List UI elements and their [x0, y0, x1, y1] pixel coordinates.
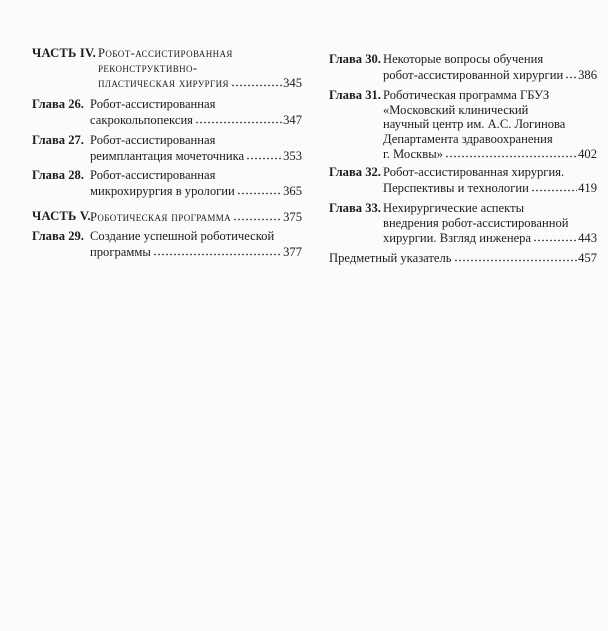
leader-dots	[231, 75, 282, 87]
entry-label: Глава 26.	[32, 97, 84, 111]
page-number: 375	[283, 210, 302, 224]
entry-label: ЧАСТЬ V.	[32, 209, 91, 223]
entry-title-line: Робот-ассистированная	[90, 97, 216, 111]
entry-title-line: «Московский клинический	[383, 102, 529, 117]
entry-title-line: робот-ассистированной хирургии	[383, 67, 564, 82]
page-number: 353	[283, 148, 302, 163]
page-number: 345	[283, 76, 302, 90]
entry-title-line: Некоторые вопросы обучения	[383, 52, 544, 66]
toc-entry-part-4[interactable]	[32, 46, 302, 92]
entry-title-line: внедрения робот-ассистированной	[383, 215, 569, 230]
entry-title-line: Создание успешной роботической	[90, 229, 275, 243]
page-number: 443	[578, 231, 597, 245]
entry-title-line: г. Москвы»	[383, 147, 443, 161]
page-number: 347	[283, 112, 302, 127]
page-number: 365	[283, 183, 302, 198]
toc-entry-chapter-26[interactable]	[32, 97, 302, 127]
toc-entry-chapter-28[interactable]	[32, 168, 302, 198]
leader-dots	[195, 112, 282, 124]
entry-label: Глава 29.	[32, 229, 84, 243]
leader-dots	[237, 183, 282, 195]
toc-entry-chapter-29[interactable]	[32, 229, 302, 259]
toc-entry-chapter-31[interactable]	[329, 88, 597, 162]
leader-dots	[153, 244, 282, 256]
toc-entry-chapter-30[interactable]	[329, 52, 597, 82]
page-number: 402	[578, 147, 597, 161]
entry-label: Глава 31.	[329, 88, 381, 102]
entry-title-line: Роботическая программа	[90, 210, 232, 224]
leader-dots	[445, 146, 577, 158]
entry-title-line: программы	[90, 244, 151, 259]
entry-title-line: Нехирургические аспекты	[383, 201, 525, 215]
toc-entry-chapter-32[interactable]	[329, 165, 597, 195]
leader-dots	[533, 230, 577, 242]
entry-title-line: хирургии. Взгляд инженера	[383, 231, 532, 245]
entry-title-line: Перспективы и технологии	[383, 180, 529, 195]
leader-dots	[531, 180, 577, 192]
entry-label: Глава 33.	[329, 201, 381, 215]
entry-title-line: пластическая хирургия	[98, 76, 229, 90]
entry-label: Глава 27.	[32, 133, 84, 147]
page-number: 377	[283, 244, 302, 259]
toc-entry-part-5[interactable]	[32, 209, 302, 224]
entry-title-line: Робот-ассистированная хирургия.	[383, 165, 565, 179]
entry-title-line: Робот-ассистированная	[98, 46, 233, 60]
page-number: 419	[578, 180, 597, 195]
entry-title-line: Роботическая программа ГБУЗ	[383, 88, 550, 102]
entry-title-line: Департамента здравоохранения	[383, 131, 553, 146]
entry-title-line: Робот-ассистированная	[90, 168, 216, 182]
leader-dots	[565, 67, 577, 79]
entry-title-line: Робот-ассистированная	[90, 133, 216, 147]
entry-label: Глава 32.	[329, 165, 381, 179]
entry-title-line: микрохирургия в урологии	[90, 183, 235, 198]
leader-dots	[233, 209, 282, 221]
leader-dots	[454, 250, 578, 262]
entry-title-line: сакрокольпопексия	[90, 112, 193, 127]
page-number: 386	[578, 67, 597, 82]
toc-entry-chapter-33[interactable]	[329, 201, 597, 246]
page-number: 457	[578, 251, 597, 265]
entry-label: Глава 30.	[329, 52, 381, 66]
entry-label: ЧАСТЬ IV.	[32, 46, 96, 60]
toc-entry-chapter-27[interactable]	[32, 133, 302, 163]
entry-title-line: научный центр им. А.С. Логинова	[383, 117, 566, 131]
entry-title-line: реимплантация мочеточника	[90, 148, 245, 163]
entry-label: Глава 28.	[32, 168, 84, 182]
entry-title-line: Предметный указатель	[329, 251, 452, 265]
leader-dots	[246, 148, 282, 160]
toc-entry-subject-index[interactable]	[329, 250, 597, 265]
entry-title-line: реконструктивно-	[98, 60, 198, 75]
